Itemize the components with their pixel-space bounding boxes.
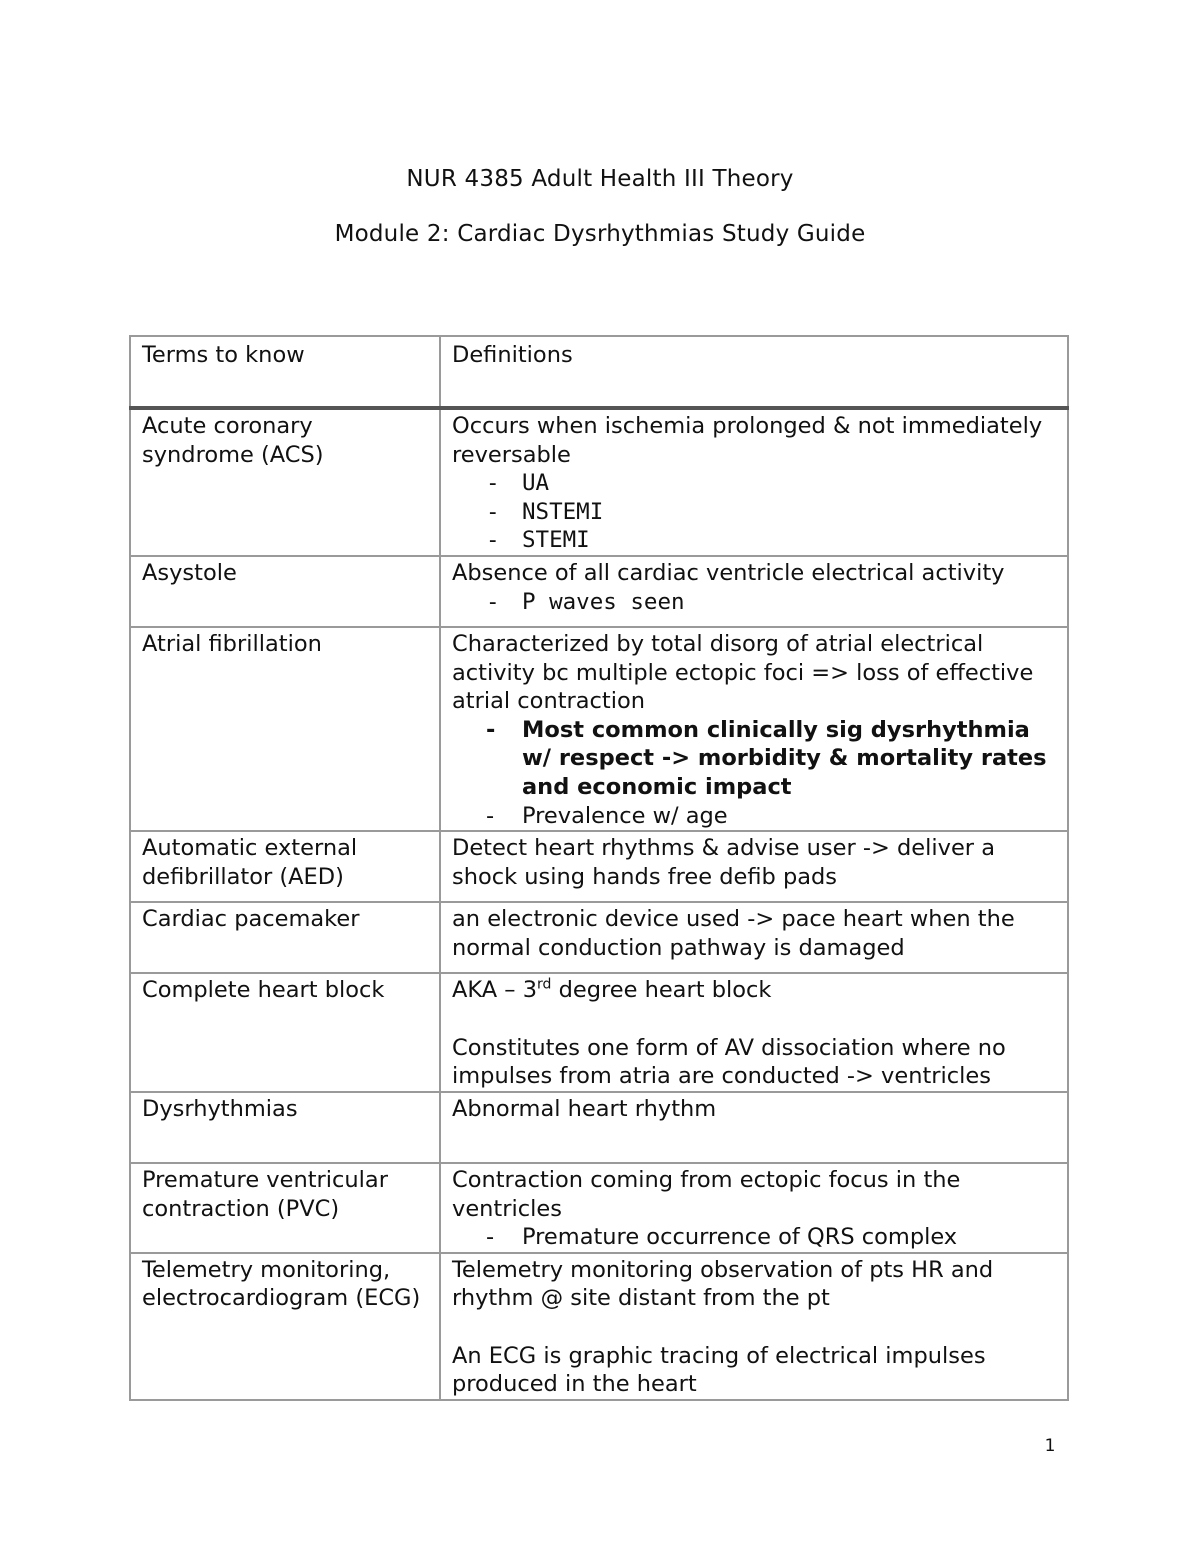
definition-bullets xyxy=(452,469,1057,555)
paragraph-gap xyxy=(452,1005,1057,1034)
definition-cell xyxy=(440,627,1068,831)
definition-text: Occurs when ischemia prolonged & not immediately reversable xyxy=(452,413,1043,468)
header-cell-definitions: Definitions xyxy=(440,336,1068,408)
definition-text: Characterized by total disorg of atrial electrical activity bc multiple ectopic foci => loss of effective atrial contraction xyxy=(452,630,1034,715)
definition-text: Telemetry monitoring observation of pts HR and rhythm @ site distant from the pt xyxy=(452,1256,994,1312)
term-cell: Complete heart block xyxy=(130,973,440,1092)
definition-text xyxy=(452,976,1057,1005)
term-cell: Automatic external defibrillator (AED) xyxy=(130,831,440,902)
ordinal-superscript: rd xyxy=(537,976,552,993)
table-row xyxy=(130,1092,1068,1163)
page-number: 1 xyxy=(1044,1436,1056,1456)
bullet-item-emphasis: - Most common clinically sig dysrhythmia w/ respect -> morbidity & mortality rates and economic impact xyxy=(486,716,1057,802)
term-cell: Acute coronary syndrome (ACS) xyxy=(130,408,440,556)
document-title: NUR 4385 Adult Health III Theory xyxy=(406,166,794,192)
table-row xyxy=(130,902,1068,973)
definition-cell xyxy=(440,1163,1068,1253)
table-row xyxy=(130,627,1068,831)
definition-cell: an electronic device used -> pace heart when the normal conduction pathway is damaged xyxy=(440,902,1068,973)
bullet-item: - Premature occurrence of QRS complex xyxy=(486,1223,1057,1252)
term-cell: Asystole xyxy=(130,556,440,627)
table-header-row xyxy=(130,336,1068,408)
paragraph-gap xyxy=(452,1313,1057,1342)
definition-cell: Detect heart rhythms & advise user -> deliver a shock using hands free defib pads xyxy=(440,831,1068,902)
definition-cell xyxy=(440,1253,1068,1400)
definition-text-part: degree heart block xyxy=(551,977,772,1004)
bullet-item: - UA xyxy=(486,469,1057,498)
term-cell: Premature ventricular contraction (PVC) xyxy=(130,1163,440,1253)
bullet-item: - NSTEMI xyxy=(486,498,1057,527)
term-cell: Telemetry monitoring, electrocardiogram (ECG) xyxy=(130,1253,440,1400)
definition-text: Constitutes one form of AV dissociation where no impulses from atria are conducted -> ventricles xyxy=(452,1034,1006,1090)
definition-text: Absence of all cardiac ventricle electrical activity xyxy=(452,559,1005,586)
definition-cell xyxy=(440,556,1068,627)
header-cell-terms: Terms to know xyxy=(130,336,440,408)
definition-bullets xyxy=(452,716,1057,830)
table-row xyxy=(130,408,1068,556)
definition-bullets xyxy=(452,1223,1057,1252)
table-row xyxy=(130,973,1068,1092)
bullet-item: - STEMI xyxy=(486,526,1057,555)
definition-bullets xyxy=(452,588,1057,617)
definition-text: An ECG is graphic tracing of electrical impulses produced in the heart xyxy=(452,1342,986,1398)
term-cell: Atrial fibrillation xyxy=(130,627,440,831)
study-guide-table xyxy=(129,335,1069,1401)
definition-cell xyxy=(440,973,1068,1092)
table-row xyxy=(130,556,1068,627)
term-cell: Cardiac pacemaker xyxy=(130,902,440,973)
bullet-item: - Prevalence w/ age xyxy=(486,802,1057,831)
definition-text-part: AKA – 3 xyxy=(452,977,538,1004)
bullet-item: - P waves seen xyxy=(486,588,1057,617)
term-cell: Dysrhythmias xyxy=(130,1092,440,1163)
document-subtitle: Module 2: Cardiac Dysrhythmias Study Guide xyxy=(334,221,866,247)
table-row xyxy=(130,1253,1068,1400)
definition-text: Contraction coming from ectopic focus in the ventricles xyxy=(452,1166,961,1222)
definition-cell xyxy=(440,408,1068,556)
table-row xyxy=(130,831,1068,902)
definition-cell: Abnormal heart rhythm xyxy=(440,1092,1068,1163)
table-row xyxy=(130,1163,1068,1253)
